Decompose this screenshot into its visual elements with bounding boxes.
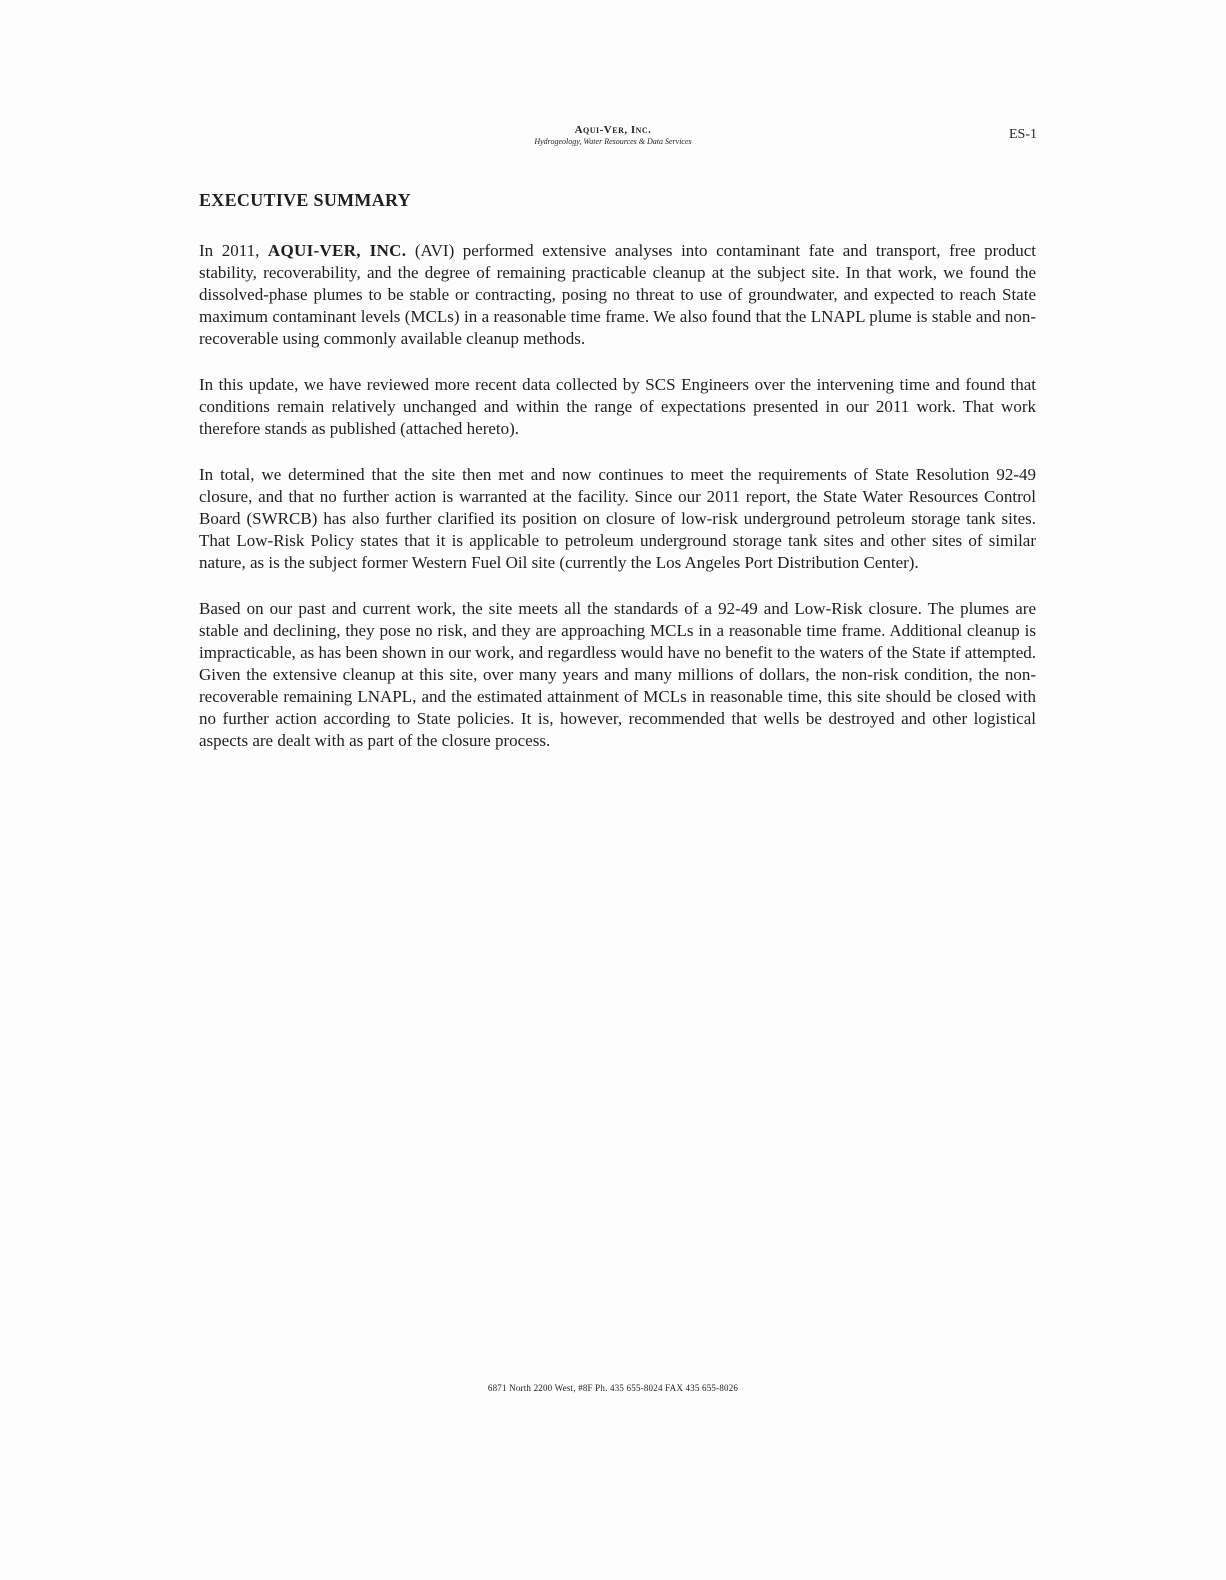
- page-number: ES-1: [1009, 127, 1037, 142]
- company-tagline: Hydrogeology, Water Resources & Data Services: [534, 137, 692, 146]
- paragraph-2: In this update, we have reviewed more recent data collected by SCS Engineers over the intervening time and found that conditions remain relatively unchanged and within the range of expectations presented in our 2011 work. That work therefore stands as published (attached hereto).: [199, 375, 1036, 438]
- paragraph-1: [199, 240, 1036, 350]
- paragraph-3: In total, we determined that the site then met and now continues to meet the requirements of State Resolution 92-49 closure, and that no further action is warranted at the facility. Since our 2011 report, the State Water Resources Control Board (SWRCB) has also further clarified its position on closure of low-risk underground petroleum storage tank sites. That Low-Risk Policy states that it is applicable to petroleum underground storage tank sites and other sites of similar nature, as is the subject former Western Fuel Oil site (currently the Los Angeles Port Distribution Center).: [199, 465, 1036, 572]
- company-name-inline: AQUI-VER, INC.: [267, 241, 407, 260]
- paragraph-4: Based on our past and current work, the site meets all the standards of a 92-49 and Low-Risk closure. The plumes are stable and declining, they pose no risk, and they are approaching MCLs in a reasonable time frame. Additional cleanup is impracticable, as has been shown in our work, and regardless would have no benefit to the waters of the State if attempted. Given the extensive cleanup at this site, over many years and many millions of dollars, the non-risk condition, the non-recoverable remaining LNAPL, and the estimated attainment of MCLs in reasonable time, this site should be closed with no further action according to State policies. It is, however, recommended that wells be destroyed and other logistical aspects are dealt with as part of the closure process.: [199, 599, 1036, 750]
- paragraph-1-rest: (AVI) performed extensive analyses into contaminant fate and transport, free product stability, recoverability, and the degree of remaining practicable cleanup at the subject site. In that work, we found the dissolved-phase plumes to be stable or contracting, posing no threat to use of groundwater, and expected to reach State maximum contaminant levels (MCLs) in a reasonable time frame. We also found that the LNAPL plume is stable and non-recoverable using commonly available cleanup methods.: [199, 241, 1036, 348]
- company-name: Aqui-Ver, Inc.: [574, 124, 652, 136]
- summary-body: [199, 240, 1036, 776]
- section-title: EXECUTIVE SUMMARY: [199, 190, 411, 210]
- letterhead: [0, 124, 1226, 147]
- paragraph-1-lead: In 2011,: [199, 241, 268, 260]
- footer-address: 6871 North 2200 West, #8F Ph. 435 655-8024 FAX 435 655-8026: [487, 1383, 739, 1393]
